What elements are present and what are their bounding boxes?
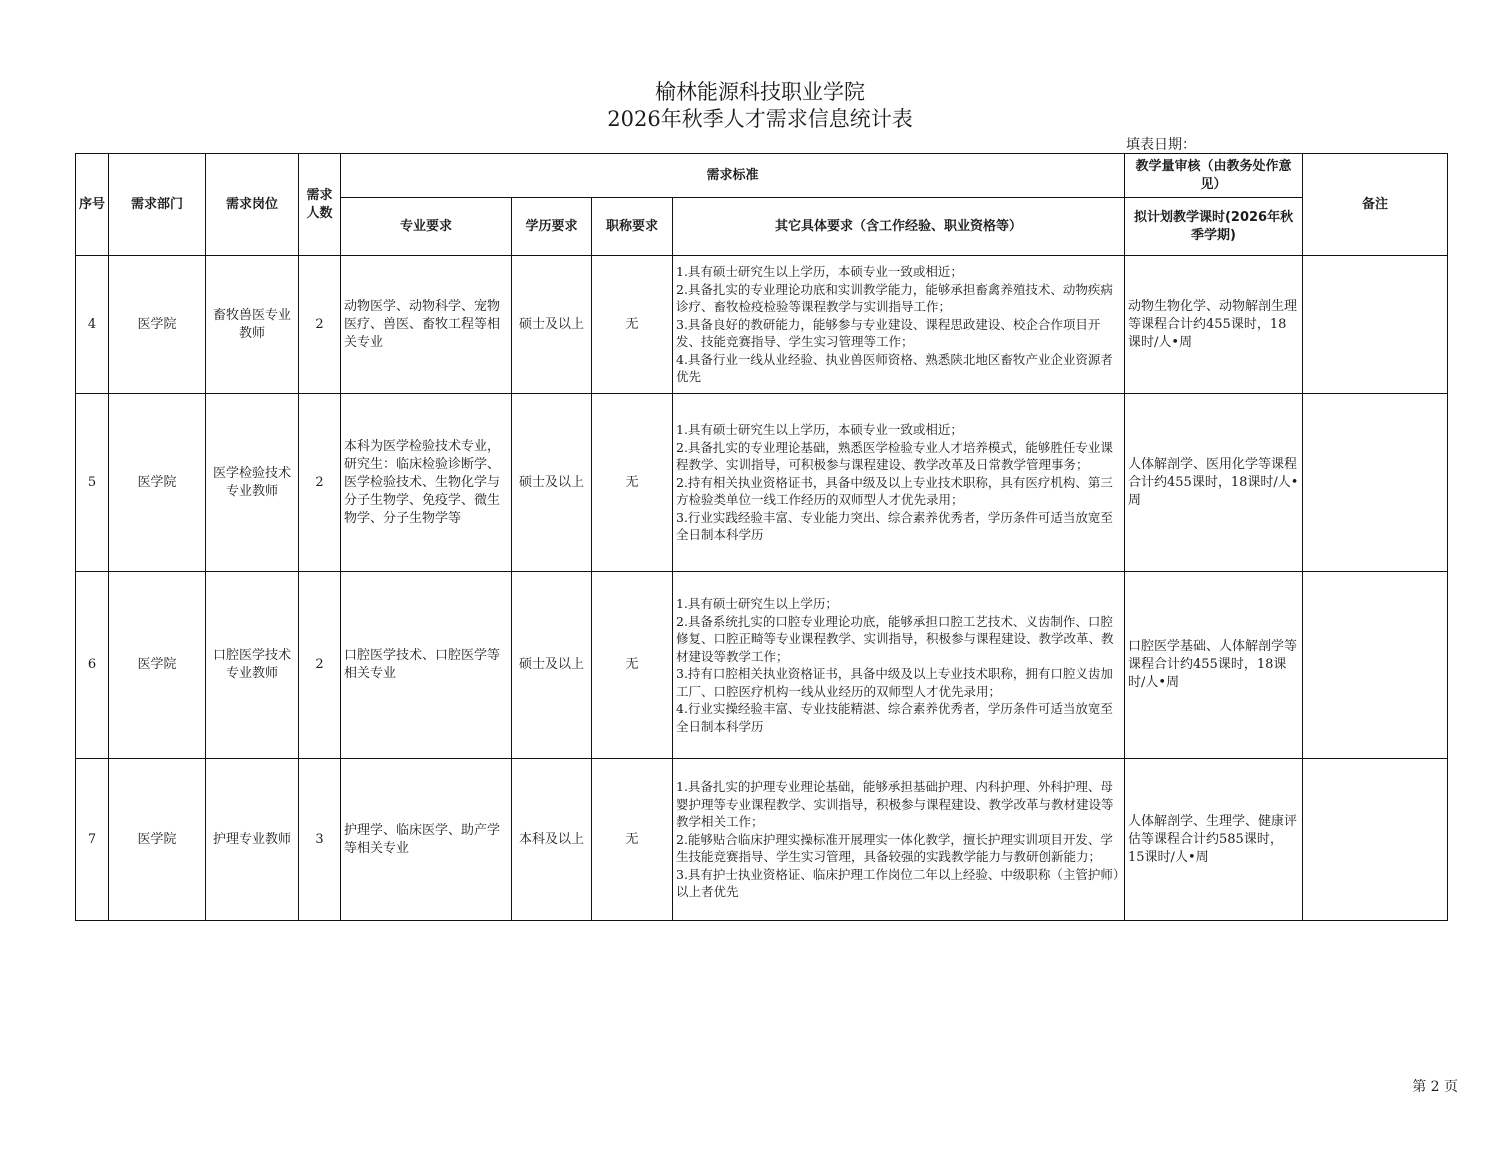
cell-major: 护理学、临床医学、助产学等相关专业 [341,759,512,921]
cell-other: 1.具有硕士研究生以上学历，本硕专业一致或相近； 2.具备扎实的专业理论基础，熟悉医学检验专业人才培养模式，能够胜任专业课程教学、实训指导，可积极参与课程建设、教学改革及日常教学管理事务； 2.持有相关执业资格证书，具备中级及以上专业技术职称，具有医疗机构、第三方检验类单位一线工作经历的双师型人才优先录用； 3.行业实践经验丰富、专业能力突出、综合素养优秀者，学历条件可适当放宽至全日制本科学历 [673,394,1125,572]
fill-date-label: 填表日期： [1126,137,1196,153]
cell-hours: 动物生物化学、动物解剖生理等课程合计约455课时，18课时/人•周 [1125,256,1303,394]
cell-seq: 4 [76,256,109,394]
header-hours: 拟计划教学课时(2026年秋季学期) [1125,198,1303,256]
cell-seq: 5 [76,394,109,572]
cell-seq: 7 [76,759,109,921]
cell-count: 2 [299,394,341,572]
header-education: 学历要求 [512,198,592,256]
cell-remark [1303,572,1448,759]
cell-position: 口腔医学技术专业教师 [206,572,299,759]
header-dept: 需求部门 [109,154,206,256]
cell-position: 畜牧兽医专业教师 [206,256,299,394]
table-row [76,394,1448,572]
header-review: 教学量审核（由教务处作意见） [1125,154,1303,198]
table-row [76,256,1448,394]
cell-hours: 人体解剖学、生理学、健康评估等课程合计约585课时，15课时/人•周 [1125,759,1303,921]
header-seq: 序号 [76,154,109,256]
cell-other: 1.具有硕士研究生以上学历； 2.具备系统扎实的口腔专业理论功底，能够承担口腔工艺技术、义齿制作、口腔修复、口腔正畸等专业课程教学、实训指导，积极参与课程建设、教学改革、教材建设等教学工作； 3.持有口腔相关执业资格证书，具备中级及以上专业技术职称，拥有口腔义齿加工厂、口腔医疗机构一线从业经历的双师型人才优先录用； 4.行业实操经验丰富、专业技能精湛、综合素养优秀者，学历条件可适当放宽至全日制本科学历 [673,572,1125,759]
cell-position: 护理专业教师 [206,759,299,921]
header-position: 需求岗位 [206,154,299,256]
header-remark: 备注 [1303,154,1448,256]
header-standard: 需求标准 [341,154,1125,198]
cell-title-req: 无 [592,394,673,572]
cell-seq: 6 [76,572,109,759]
table-row [76,759,1448,921]
cell-dept: 医学院 [109,394,206,572]
page-number: 第 2 页 [1412,1079,1458,1095]
header-count: 需求人数 [299,154,341,256]
page-title: 2026年秋季人才需求信息统计表 [607,107,913,131]
cell-hours: 人体解剖学、医用化学等课程合计约455课时，18课时/人•周 [1125,394,1303,572]
cell-remark [1303,759,1448,921]
cell-dept: 医学院 [109,256,206,394]
school-name: 榆林能源科技职业学院 [655,80,865,104]
cell-title-req: 无 [592,759,673,921]
cell-education: 硕士及以上 [512,394,592,572]
cell-major: 口腔医学技术、口腔医学等相关专业 [341,572,512,759]
cell-count: 3 [299,759,341,921]
cell-dept: 医学院 [109,759,206,921]
table-row [76,572,1448,759]
cell-count: 2 [299,256,341,394]
cell-remark [1303,394,1448,572]
cell-title-req: 无 [592,256,673,394]
header-other: 其它具体要求（含工作经验、职业资格等） [673,198,1125,256]
cell-education: 硕士及以上 [512,572,592,759]
cell-dept: 医学院 [109,572,206,759]
demand-table [75,153,1448,921]
cell-remark [1303,256,1448,394]
cell-education: 硕士及以上 [512,256,592,394]
cell-education: 本科及以上 [512,759,592,921]
cell-major: 本科为医学检验技术专业，研究生：临床检验诊断学、医学检验技术、生物化学与分子生物学、免疫学、微生物学、分子生物学等 [341,394,512,572]
cell-hours: 口腔医学基础、人体解剖学等课程合计约455课时，18课时/人•周 [1125,572,1303,759]
cell-other: 1.具备扎实的护理专业理论基础，能够承担基础护理、内科护理、外科护理、母婴护理等专业课程教学、实训指导，积极参与课程建设、教学改革与教材建设等教学相关工作； 2.能够贴合临床护理实操标准开展理实一体化教学，擅长护理实训项目开发、学生技能竞赛指导、学生实习管理，具备较强的实践教学能力与教研创新能力； 3.具有护士执业资格证、临床护理工作岗位二年以上经验、中级职称（主管护师）以上者优先 [673,759,1125,921]
cell-count: 2 [299,572,341,759]
cell-other: 1.具有硕士研究生以上学历，本硕专业一致或相近； 2.具备扎实的专业理论功底和实训教学能力，能够承担畜禽养殖技术、动物疾病诊疗、畜牧检疫检验等课程教学与实训指导工作； 3.具备良好的教研能力，能够参与专业建设、课程思政建设、校企合作项目开发、技能竞赛指导、学生实习管理等工作； 4.具备行业一线从业经验、执业兽医师资格、熟悉陕北地区畜牧产业企业资源者优先 [673,256,1125,394]
cell-title-req: 无 [592,572,673,759]
header-title-req: 职称要求 [592,198,673,256]
cell-position: 医学检验技术专业教师 [206,394,299,572]
cell-major: 动物医学、动物科学、宠物医疗、兽医、畜牧工程等相关专业 [341,256,512,394]
header-major: 专业要求 [341,198,512,256]
